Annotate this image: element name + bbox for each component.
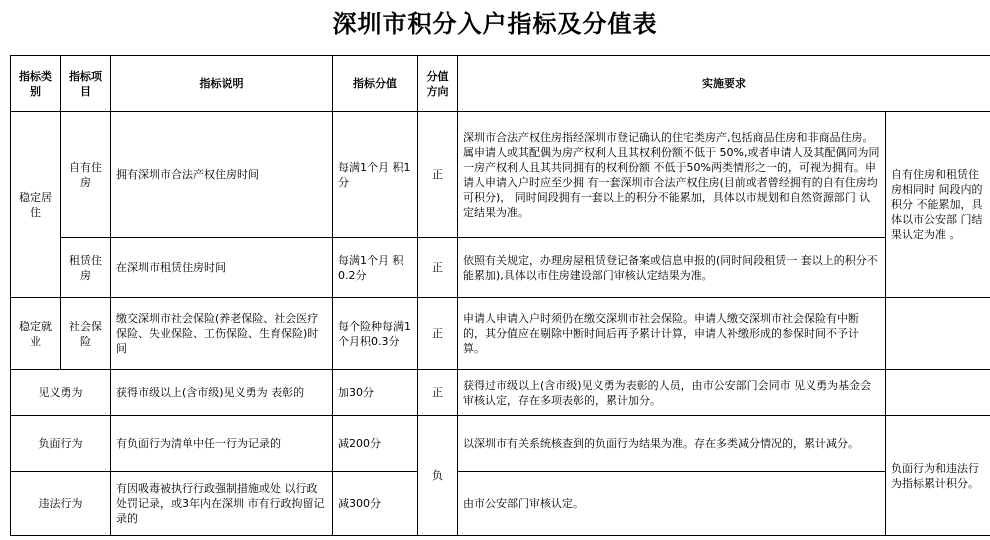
note-empty-heroism <box>886 370 990 416</box>
table-row-social-insurance <box>11 298 990 370</box>
score-illegal-behavior: 减300分 <box>333 472 418 536</box>
description-illegal-behavior: 有因吸毒被执行行政强制措施或处 以行政处罚记录，或3年内在深圳 市有行政拘留记录的 <box>111 472 333 536</box>
requirement-negative-behavior: 以深圳市有关系统核查到的负面行为结果为准。存在多类减分情况的，累计减分。 <box>458 416 886 472</box>
table-row-illegal-behavior <box>11 472 990 536</box>
category-stable-residence: 稳定居住 <box>11 112 61 298</box>
description-heroism: 获得市级以上(含市级)见义勇为 表彰的 <box>111 370 333 416</box>
score-heroism: 加30分 <box>333 370 418 416</box>
direction-rental-housing: 正 <box>418 238 458 298</box>
table-row-negative-behavior <box>11 416 990 472</box>
note-empty-social-insurance <box>886 298 990 370</box>
score-negative-behavior: 减200分 <box>333 416 418 472</box>
description-negative-behavior: 有负面行为清单中任一行为记录的 <box>111 416 333 472</box>
requirement-illegal-behavior: 由市公安部门审核认定。 <box>458 472 886 536</box>
item-own-housing: 自有住房 <box>61 112 111 238</box>
page-title: 深圳市积分入户指标及分值表 <box>332 9 658 38</box>
category-illegal-behavior: 违法行为 <box>11 472 111 536</box>
category-heroism: 见义勇为 <box>11 370 111 416</box>
direction-own-housing: 正 <box>418 112 458 238</box>
note-negative: 负面行为和违法行为指标累计积分。 <box>886 416 990 536</box>
item-social-insurance: 社会保险 <box>61 298 111 370</box>
header-row <box>11 56 990 112</box>
score-own-housing: 每满1个月 积1分 <box>333 112 418 238</box>
table-row-own-housing <box>11 112 990 238</box>
direction-social-insurance: 正 <box>418 298 458 370</box>
table-row-heroism <box>11 370 990 416</box>
header-description: 指标说明 <box>111 56 333 112</box>
requirement-heroism: 获得过市级以上(含市级)见义勇为表彰的人员，由市公安部门会同市 见义勇为基金会审核认定，存在多项表彰的，累计加分。 <box>458 370 886 416</box>
direction-heroism: 正 <box>418 370 458 416</box>
requirement-social-insurance: 申请人申请入户时须仍在缴交深圳市社会保险。申请人缴交深圳市社会保险有中断的，其分值应在剔除中断时间后再予累计计算，申请人补缴形成的参保时间不予计算。 <box>458 298 886 370</box>
points-table <box>10 55 990 536</box>
direction-negative: 负 <box>418 416 458 536</box>
header-requirement: 实施要求 <box>458 56 990 112</box>
table-row-rental-housing <box>11 238 990 298</box>
score-rental-housing: 每满1个月 积0.2分 <box>333 238 418 298</box>
description-social-insurance: 缴交深圳市社会保险(养老保险、社会医疗保险、失业保险、工伤保险、生育保险)时间 <box>111 298 333 370</box>
header-item: 指标项目 <box>61 56 111 112</box>
category-negative-behavior: 负面行为 <box>11 416 111 472</box>
header-direction: 分值方向 <box>418 56 458 112</box>
header-score: 指标分值 <box>333 56 418 112</box>
score-social-insurance: 每个险种每满1个月积0.3分 <box>333 298 418 370</box>
requirement-own-housing: 深圳市合法产权住房指经深圳市登记确认的住宅类房产,包括商品住房和非商品住房。属申请人或其配偶为房产权利人且其权利份额不低于 50%,或者申请人及其配偶同为同一房产权利人且其共同拥有的权利份额 不低于50%两类情形之一的，可视为拥有。申请人申请入户时应至少拥 有一套深圳市合法产权住房(目前或者曾经拥有的自有住房均可积分)， 同时间段拥有一套以上的积分不能累加，具体以市规划和自然资源部门 认定结果为准。 <box>458 112 886 238</box>
header-category: 指标类别 <box>11 56 61 112</box>
item-rental-housing: 租赁住房 <box>61 238 111 298</box>
note-housing: 自有住房和租赁住房相同时 间段内的积分 不能累加，具 体以市公安部 门结果认定为准 。 <box>886 112 990 298</box>
description-own-housing: 拥有深圳市合法产权住房时间 <box>111 112 333 238</box>
description-rental-housing: 在深圳市租赁住房时间 <box>111 238 333 298</box>
requirement-rental-housing: 依照有关规定，办理房屋租赁登记备案或信息申报的(同时间段租赁一 套以上的积分不能累加),具体以市住房建设部门审核认定结果为准。 <box>458 238 886 298</box>
category-stable-employment: 稳定就业 <box>11 298 61 370</box>
